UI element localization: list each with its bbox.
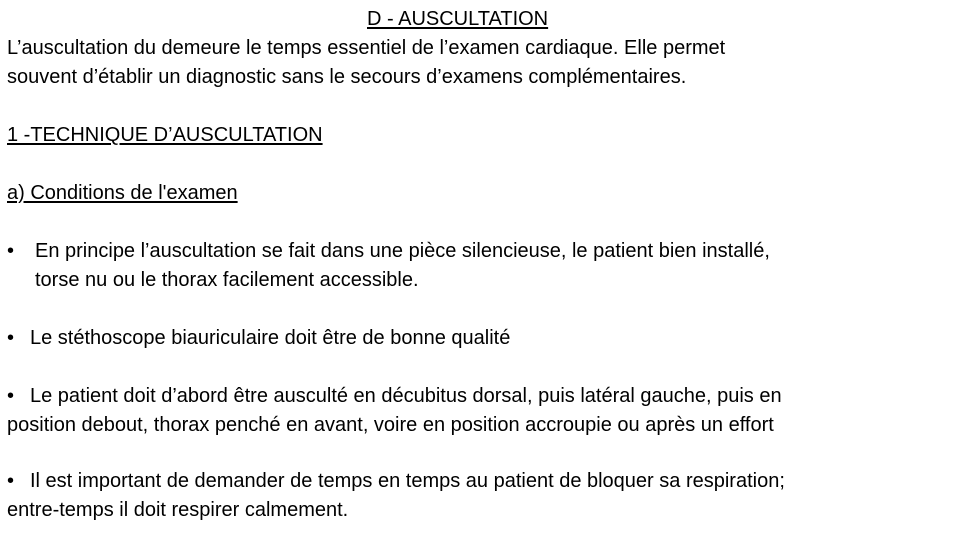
bullet-2-line-1: Le stéthoscope biauriculaire doit être de bonne qualité <box>30 327 511 349</box>
bullet-1-line-2: torse nu ou le thorax facilement accessible. <box>35 269 419 291</box>
intro-line-1: L’auscultation du demeure le temps essentiel de l’examen cardiaque. Elle permet <box>7 37 726 59</box>
bullet-icon: • <box>7 470 15 492</box>
page-title: D - AUSCULTATION <box>367 8 549 30</box>
bullet-1-line-1: En principe l’auscultation se fait dans une pièce silencieuse, le patient bien installé, <box>35 240 770 262</box>
bullet-icon: • <box>7 385 15 407</box>
bullet-4-line-2: entre-temps il doit respirer calmement. <box>7 499 349 521</box>
subsection-heading: a) Conditions de l'examen <box>7 182 238 204</box>
bullet-4-line-1: Il est important de demander de temps en temps au patient de bloquer sa respiration; <box>30 470 785 492</box>
bullet-icon: • <box>7 240 15 262</box>
section-heading: 1 -TECHNIQUE D’AUSCULTATION <box>7 124 323 146</box>
bullet-3-line-2: position debout, thorax penché en avant, voire en position accroupie ou après un effort <box>7 414 774 436</box>
intro-line-2: souvent d’établir un diagnostic sans le secours d’examens complémentaires. <box>7 66 687 88</box>
bullet-3-line-1: Le patient doit d’abord être ausculté en décubitus dorsal, puis latéral gauche, puis en <box>30 385 782 407</box>
bullet-icon: • <box>7 327 15 349</box>
